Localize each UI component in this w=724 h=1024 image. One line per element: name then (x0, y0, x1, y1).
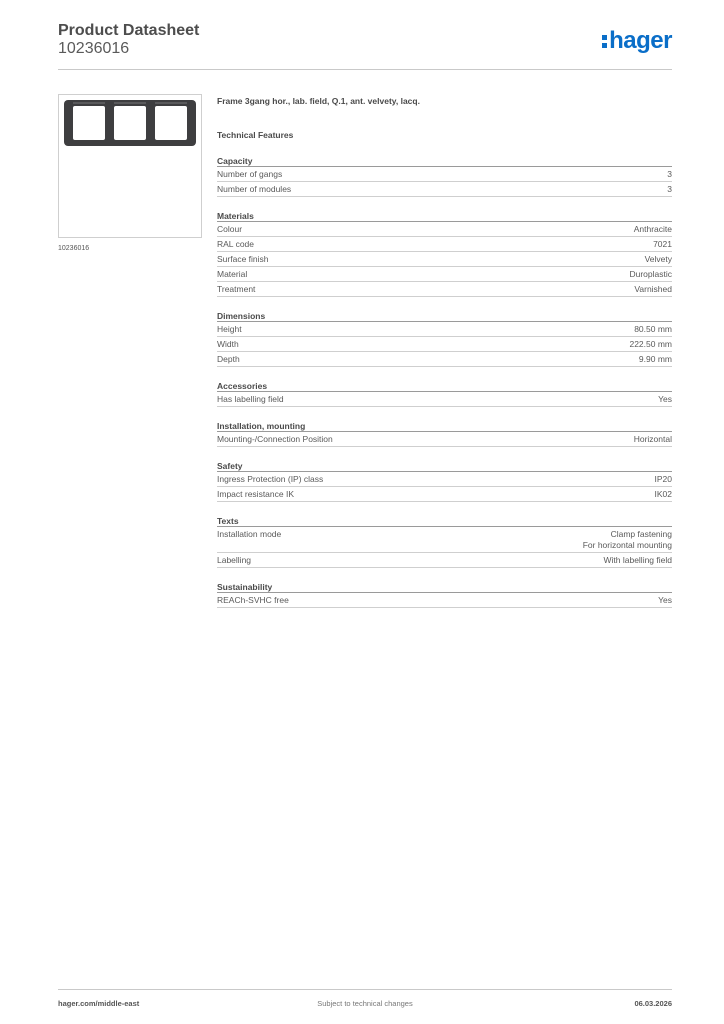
feature-row (217, 337, 672, 352)
frame-3gang-picture (64, 100, 196, 146)
section-title: Safety (217, 461, 672, 472)
section (217, 381, 672, 407)
feature-row (217, 593, 672, 608)
feature-row (217, 252, 672, 267)
footer-notice: Subject to technical changes (317, 999, 413, 1008)
feature-value: Varnished (634, 284, 672, 294)
footer-website[interactable]: hager.com/middle-east (58, 999, 140, 1008)
section (217, 582, 672, 608)
section (217, 211, 672, 297)
page-footer (58, 989, 672, 1013)
section (217, 156, 672, 197)
section-title: Installation, mounting (217, 421, 672, 432)
feature-value: Clamp fastening For horizontal mounting (582, 529, 672, 550)
feature-label: Treatment (217, 284, 256, 294)
section (217, 311, 672, 367)
feature-label: Width (217, 339, 239, 349)
feature-label: Number of modules (217, 184, 292, 194)
feature-row (217, 282, 672, 297)
feature-value: IP20 (654, 474, 672, 484)
product-image (58, 94, 202, 238)
feature-row (217, 267, 672, 282)
section-title: Accessories (217, 381, 672, 392)
logo-text: hager (609, 27, 672, 54)
feature-value: 3 (667, 184, 672, 194)
feature-label: Has labelling field (217, 394, 284, 404)
feature-label: Material (217, 269, 248, 279)
feature-value: 7021 (653, 239, 672, 249)
feature-row (217, 487, 672, 502)
feature-row (217, 432, 672, 447)
section-title: Texts (217, 516, 672, 527)
page-header (58, 22, 672, 70)
section (217, 461, 672, 502)
feature-label: Impact resistance IK (217, 489, 295, 499)
feature-value: Horizontal (633, 434, 672, 444)
feature-row (217, 322, 672, 337)
feature-label: Number of gangs (217, 169, 283, 179)
feature-value: Yes (658, 394, 672, 404)
section (217, 516, 672, 568)
feature-row (217, 222, 672, 237)
feature-value: 9.90 mm (638, 354, 672, 364)
footer-date: 06.03.2026 (634, 999, 672, 1008)
section-title: Materials (217, 211, 672, 222)
feature-label: RAL code (217, 239, 255, 249)
product-description: Frame 3gang hor., lab. field, Q.1, ant. velvety, lacq. (217, 96, 420, 106)
feature-row (217, 167, 672, 182)
hager-logo (602, 28, 672, 54)
feature-label: REACh-SVHC free (217, 595, 289, 605)
feature-row (217, 553, 672, 568)
feature-value: Anthracite (633, 224, 672, 234)
image-caption: 10236016 (58, 245, 90, 252)
section (217, 421, 672, 447)
feature-value: IK02 (654, 489, 672, 499)
feature-row (217, 472, 672, 487)
feature-row (217, 352, 672, 367)
feature-label: Ingress Protection (IP) class (217, 474, 324, 484)
feature-label: Colour (217, 224, 243, 234)
feature-label: Height (217, 324, 242, 334)
feature-value: Velvety (644, 254, 672, 264)
feature-row (217, 527, 672, 553)
feature-row (217, 182, 672, 197)
feature-value: 222.50 mm (629, 339, 672, 349)
product-number: 10236016 (58, 40, 130, 57)
feature-label: Labelling (217, 555, 252, 565)
section-title: Sustainability (217, 582, 672, 593)
feature-value: Duroplastic (629, 269, 672, 279)
feature-value: Yes (658, 595, 672, 605)
feature-row (217, 237, 672, 252)
feature-label: Mounting-/Connection Position (217, 434, 333, 444)
feature-label: Installation mode (217, 529, 282, 539)
page-title: Product Datasheet (58, 22, 200, 39)
feature-value: 3 (667, 169, 672, 179)
feature-value: 80.50 mm (634, 324, 672, 334)
datasheet-content (217, 96, 672, 608)
logo-colon-icon (602, 31, 607, 51)
technical-features-heading: Technical Features (217, 130, 294, 140)
feature-row (217, 392, 672, 407)
feature-sections (217, 156, 672, 608)
section-title: Dimensions (217, 311, 672, 322)
feature-label: Depth (217, 354, 240, 364)
feature-value: With labelling field (603, 555, 672, 565)
section-title: Capacity (217, 156, 672, 167)
feature-label: Surface finish (217, 254, 269, 264)
